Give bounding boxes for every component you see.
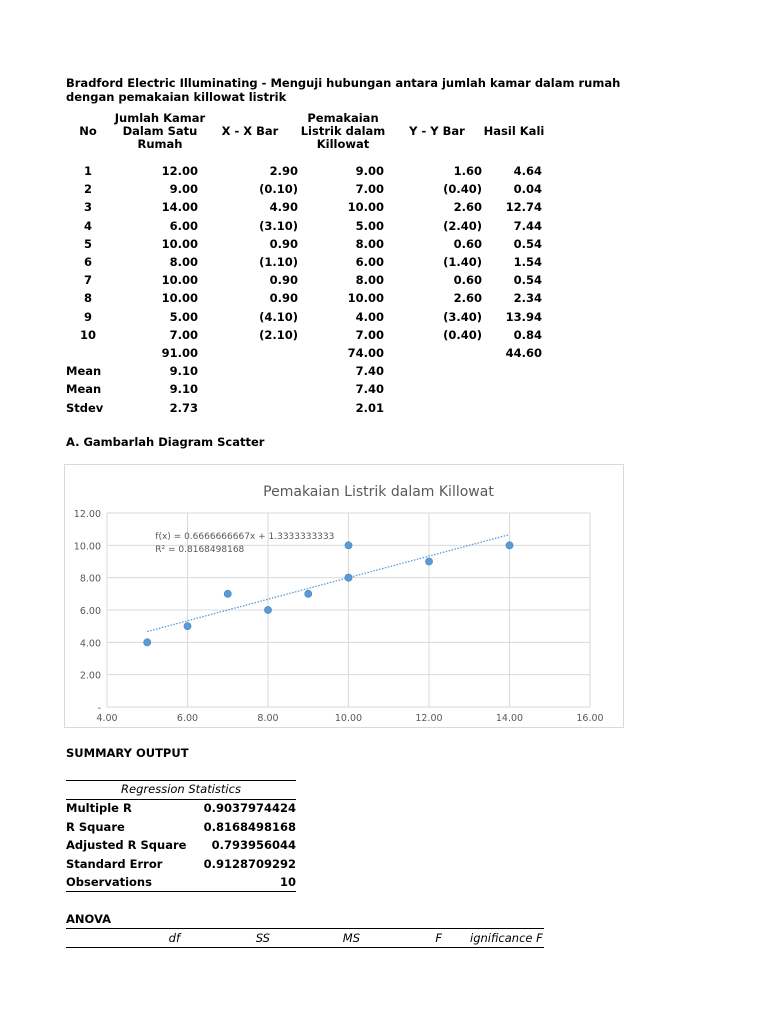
y-tick-label: -	[97, 703, 101, 714]
header-x-minus-xbar: X - X Bar	[221, 124, 279, 138]
regression-statistics-title: Regression Statistics	[121, 782, 241, 796]
y-tick-label: 10.00	[73, 541, 101, 553]
stat-value-y: 7.40	[355, 364, 384, 379]
anova-header-cell: ignificance F	[470, 931, 543, 945]
cell-y-minus-ybar: 0.60	[453, 236, 482, 251]
y-tick-label: 6.00	[79, 606, 101, 617]
cell-y-minus-ybar: 2.60	[453, 200, 482, 215]
x-tick-label: 6.00	[176, 713, 199, 724]
cell-pemakaian: 5.00	[355, 218, 384, 233]
y-tick-label: 8.00	[79, 573, 101, 585]
regression-label: R Square	[66, 819, 125, 834]
data-point	[345, 574, 352, 581]
data-point	[224, 590, 231, 597]
cell-jumlah-kamar: 10.00	[161, 273, 198, 288]
cell-jumlah-kamar: 8.00	[169, 255, 198, 269]
cell-jumlah-kamar: 5.00	[169, 309, 198, 324]
cell-y-minus-ybar: (2.40)	[443, 218, 482, 233]
total-y: 74.00	[347, 346, 384, 360]
stat-value-x: 9.10	[169, 364, 198, 379]
data-point	[506, 542, 513, 549]
total-p: 44.60	[505, 346, 542, 360]
header-pemakaian: Pemakaian Listrik dalam Killowat	[300, 111, 386, 151]
cell-no: 3	[83, 200, 92, 215]
data-point	[144, 639, 151, 646]
y-tick-label: 2.00	[79, 670, 101, 682]
cell-pemakaian: 7.00	[355, 182, 384, 197]
document-title: Bradford Electric Illuminating - Menguji hubungan antara jumlah kamar dalam rumah dengan pemakaian killowat listrik	[66, 76, 621, 104]
cell-x-minus-xbar: (1.10)	[259, 255, 298, 269]
anova-header-cell: F	[435, 931, 442, 945]
total-x: 91.00	[161, 346, 198, 360]
x-tick-label: 16.00	[576, 713, 604, 724]
data-point	[345, 542, 352, 549]
regression-value: 0.8168498168	[203, 819, 296, 834]
stat-label: Mean	[66, 364, 102, 379]
cell-jumlah-kamar: 14.00	[161, 200, 198, 215]
cell-hasil-kali: 2.34	[513, 291, 542, 306]
cell-y-minus-ybar: (1.40)	[443, 255, 482, 269]
cell-no: 10	[79, 327, 96, 342]
trendline-r-squared: R² = 0.8168498168	[155, 544, 245, 555]
summary-output-title: SUMMARY OUTPUT	[66, 746, 189, 760]
cell-pemakaian: 10.00	[347, 291, 384, 306]
regression-label: Multiple R	[66, 801, 132, 815]
cell-x-minus-xbar: (2.10)	[259, 327, 298, 342]
data-point	[425, 558, 432, 565]
stat-value-x: 9.10	[169, 382, 198, 397]
regression-value: 0.793956044	[211, 838, 296, 852]
cell-x-minus-xbar: 0.90	[269, 273, 298, 288]
stat-value-y: 2.01	[355, 400, 384, 415]
stat-value-x: 2.73	[169, 400, 198, 415]
x-tick-label: 14.00	[495, 713, 524, 724]
x-tick-label: 4.00	[96, 713, 118, 724]
header-no: No	[79, 124, 97, 138]
y-tick-label: 12.00	[73, 509, 101, 520]
data-point	[264, 606, 271, 613]
cell-pemakaian: 9.00	[355, 164, 384, 178]
anova-header-rule	[66, 947, 544, 948]
data-point	[305, 590, 312, 597]
header-jumlah-kamar: Jumlah Kamar Dalam Satu Rumah	[114, 111, 206, 151]
cell-no: 1	[83, 164, 92, 178]
anova-title: ANOVA	[66, 912, 112, 926]
cell-y-minus-ybar: 1.60	[453, 164, 482, 178]
cell-no: 5	[83, 236, 92, 251]
cell-no: 8	[83, 291, 92, 306]
anova-top-rule	[66, 928, 544, 929]
cell-x-minus-xbar: 2.90	[269, 164, 298, 178]
cell-jumlah-kamar: 10.00	[161, 236, 198, 251]
cell-y-minus-ybar: (3.40)	[443, 309, 482, 324]
regression-top-rule	[66, 780, 296, 781]
regression-header-rule	[66, 799, 296, 800]
cell-x-minus-xbar: 0.90	[269, 236, 298, 251]
data-point	[184, 623, 191, 630]
stat-label: Stdev	[66, 400, 104, 415]
cell-jumlah-kamar: 9.00	[169, 182, 198, 197]
scatter-chart-svg	[65, 465, 623, 727]
anova-header-cell: SS	[255, 931, 270, 945]
cell-hasil-kali: 4.64	[513, 164, 542, 178]
cell-x-minus-xbar: (4.10)	[259, 309, 298, 324]
cell-hasil-kali: 12.74	[505, 200, 542, 215]
cell-hasil-kali: 7.44	[513, 218, 542, 233]
trendline-equation: f(x) = 0.6666666667x + 1.3333333333	[155, 531, 335, 542]
scatter-chart	[64, 464, 624, 728]
chart-title: Pemakaian Listrik dalam Killowat	[263, 484, 494, 500]
cell-pemakaian: 8.00	[355, 236, 384, 251]
cell-no: 7	[83, 273, 92, 288]
cell-y-minus-ybar: 0.60	[453, 273, 482, 288]
cell-y-minus-ybar: 2.60	[453, 291, 482, 306]
cell-x-minus-xbar: (0.10)	[259, 182, 298, 197]
section-a-heading: A. Gambarlah Diagram Scatter	[66, 435, 265, 449]
anova-header-cell: MS	[342, 931, 360, 945]
anova-header-cell: df	[168, 931, 180, 945]
regression-label: Adjusted R Square	[66, 838, 187, 852]
stat-label: Mean	[66, 382, 102, 397]
regression-value: 10	[279, 875, 296, 889]
cell-no: 2	[83, 182, 92, 197]
cell-pemakaian: 8.00	[355, 273, 384, 288]
header-hasil-kali: Hasil Kali	[483, 124, 545, 138]
x-tick-label: 10.00	[334, 713, 363, 724]
cell-x-minus-xbar: (3.10)	[259, 218, 298, 233]
cell-pemakaian: 7.00	[355, 327, 384, 342]
regression-value: 0.9128709292	[203, 856, 296, 871]
header-y-minus-ybar: Y - Y Bar	[409, 124, 465, 138]
cell-hasil-kali: 0.54	[513, 273, 542, 288]
cell-hasil-kali: 0.84	[513, 327, 542, 342]
cell-hasil-kali: 0.54	[513, 236, 542, 251]
y-tick-label: 4.00	[79, 638, 101, 650]
cell-no: 4	[83, 218, 92, 233]
regression-bottom-rule	[66, 891, 296, 892]
cell-hasil-kali: 0.04	[513, 182, 542, 197]
cell-hasil-kali: 13.94	[505, 309, 542, 324]
regression-label: Observations	[66, 875, 152, 889]
cell-x-minus-xbar: 0.90	[269, 291, 298, 306]
cell-pemakaian: 6.00	[355, 255, 384, 269]
cell-pemakaian: 4.00	[355, 309, 384, 324]
cell-y-minus-ybar: (0.40)	[443, 182, 482, 197]
cell-no: 6	[83, 255, 92, 269]
cell-y-minus-ybar: (0.40)	[443, 327, 482, 342]
x-tick-label: 12.00	[415, 713, 443, 724]
regression-value: 0.9037974424	[203, 801, 296, 815]
stat-value-y: 7.40	[355, 382, 384, 397]
cell-jumlah-kamar: 6.00	[169, 218, 198, 233]
cell-pemakaian: 10.00	[347, 200, 384, 215]
cell-jumlah-kamar: 12.00	[161, 164, 198, 178]
cell-hasil-kali: 1.54	[513, 255, 542, 269]
cell-jumlah-kamar: 7.00	[169, 327, 198, 342]
cell-jumlah-kamar: 10.00	[161, 291, 198, 306]
regression-label: Standard Error	[66, 856, 163, 871]
x-tick-label: 8.00	[257, 713, 279, 724]
cell-x-minus-xbar: 4.90	[269, 200, 298, 215]
cell-no: 9	[83, 309, 92, 324]
